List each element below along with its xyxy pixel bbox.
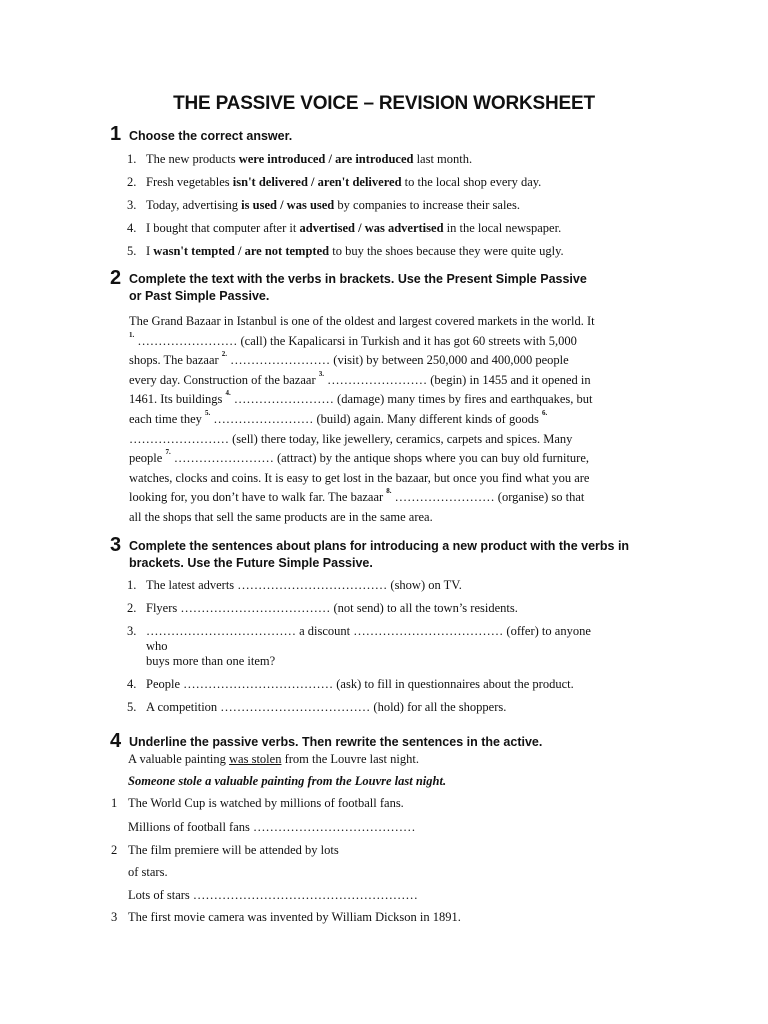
item-text: buys more than one item? — [146, 654, 276, 668]
worksheet-title: THE PASSIVE VOICE – REVISION WORKSHEET — [173, 93, 595, 114]
text-part: I bought that computer after it — [146, 221, 300, 235]
gap-number: 5. — [205, 408, 211, 417]
bazaar-text — [129, 312, 659, 528]
example-answer: Someone stole a valuable painting from the Louvre last night. — [128, 774, 447, 788]
item-number: 1. — [127, 578, 137, 592]
instruction-line: Complete the text with the verbs in brackets. Use the Present Simple Passive — [129, 272, 587, 286]
text-part: …………………… (begin) in 1455 and it opened in — [324, 372, 591, 387]
text-line — [129, 508, 659, 528]
section-4-instruction: Underline the passive verbs. Then rewrite the sentences in the active. — [129, 735, 543, 749]
instruction-line: brackets. Use the Future Simple Passive. — [129, 556, 373, 570]
text-line — [129, 410, 659, 430]
gap-number: 2. — [221, 350, 228, 359]
item-number: 4. — [127, 221, 137, 235]
text-line — [129, 488, 659, 508]
question-sentence-cont: of stars. — [128, 865, 168, 879]
item-number: 2. — [127, 175, 137, 189]
gap-number: 3. — [318, 369, 324, 378]
example-sentence — [128, 752, 419, 767]
answer-options: wasn't tempted / are not tempted — [153, 244, 330, 258]
text-line — [129, 312, 659, 332]
text-part: I — [146, 244, 154, 258]
text-part: Fresh vegetables — [146, 175, 233, 189]
instruction-line: Complete the sentences about plans for introducing a new product with the verbs in — [129, 539, 630, 553]
text-part: …………………… (build) again. Many different kinds of goods — [210, 411, 542, 426]
text-part: 1461. Its buildings — [129, 392, 226, 407]
item-text: ……………………………… a discount ……………………………… (offer) to anyone — [146, 624, 591, 638]
question-sentence: The World Cup is watched by millions of football fans. — [128, 796, 404, 810]
answer-options: is used / was used — [241, 198, 335, 212]
answer-line: Millions of football fans ………………………………… — [128, 820, 416, 834]
gap-number: 4. — [225, 389, 231, 398]
question-sentence: The first movie camera was invented by William Dickson in 1891. — [128, 910, 461, 924]
section-2-number: 2 — [110, 267, 122, 289]
text-part: …………………… (call) the Kapalicarsi in Turkish and it has got 60 streets with 5,000 — [134, 333, 577, 348]
text-line — [129, 332, 659, 352]
section-4-number: 4 — [110, 730, 122, 752]
item-text — [146, 221, 561, 236]
text-part: to buy the shoes because they were quite ugly. — [329, 244, 564, 258]
text-part: A valuable painting — [128, 752, 230, 766]
text-part: …………………… (attract) by the antique shops where you can buy old furniture, — [170, 451, 590, 466]
instruction-line: or Past Simple Passive. — [129, 289, 270, 303]
item-text: A competition ……………………………… (hold) for all the shoppers. — [146, 700, 507, 714]
item-text — [146, 244, 564, 259]
text-part: watches, clocks and coins. It is easy to get lost in the bazaar, but once you find what you are — [129, 470, 590, 485]
item-text — [146, 198, 520, 213]
item-number: 1. — [127, 152, 137, 166]
item-text: Flyers ……………………………… (not send) to all the town’s residents. — [146, 601, 518, 615]
underlined-verb: was stolen — [229, 752, 282, 766]
text-part: each time they — [129, 411, 206, 426]
text-part: …………………… (sell) there today, like jewellery, ceramics, carpets and spices. Many — [129, 431, 573, 446]
text-part: to the local shop every day. — [401, 175, 542, 189]
text-part: Today, advertising — [146, 198, 242, 212]
text-part: from the Louvre last night. — [281, 752, 419, 766]
item-number: 3. — [127, 198, 137, 212]
text-part: The Grand Bazaar in Istanbul is one of the oldest and largest covered markets in the world. It — [129, 314, 595, 328]
item-text: People ……………………………… (ask) to fill in questionnaires about the product. — [146, 677, 574, 691]
gap-number: 7. — [165, 448, 171, 457]
section-2-instruction — [129, 271, 587, 305]
gap-number: 1. — [129, 330, 135, 339]
answer-options: were introduced / are introduced — [238, 152, 414, 166]
item-text — [146, 152, 472, 167]
item-number: 4. — [127, 677, 137, 691]
text-part: shops. The bazaar — [129, 353, 222, 368]
text-part: all the shops that sell the same products are in the same area. — [129, 509, 433, 524]
text-part: in the local newspaper. — [443, 221, 562, 235]
text-part: last month. — [413, 152, 473, 166]
text-part: people — [129, 451, 166, 466]
section-1-instruction: Choose the correct answer. — [129, 129, 293, 143]
text-line — [129, 351, 659, 371]
text-line — [129, 469, 659, 489]
text-part: …………………… (organise) so that — [391, 490, 585, 505]
answer-options: isn't delivered / aren't delivered — [232, 175, 402, 189]
item-text: who — [146, 639, 168, 653]
section-1-number: 1 — [110, 123, 122, 145]
section-3-instruction — [129, 538, 629, 572]
text-line — [129, 371, 659, 391]
text-line — [129, 390, 659, 410]
answer-line: Lots of stars ……………………………………………… — [128, 888, 418, 902]
text-part: every day. Construction of the bazaar — [129, 372, 319, 387]
item-number: 3. — [127, 624, 137, 638]
question-number: 3 — [111, 910, 118, 924]
text-part: The new products — [146, 152, 239, 166]
text-part: …………………… (damage) many times by fires and earthquakes, but — [230, 392, 593, 407]
item-text — [146, 175, 541, 190]
text-line — [129, 430, 659, 450]
answer-options: advertised / was advertised — [299, 221, 444, 235]
item-number: 5. — [127, 244, 137, 258]
text-part: …………………… (visit) by between 250,000 and 400,000 people — [227, 353, 569, 368]
text-line — [129, 449, 659, 469]
question-sentence: The film premiere will be attended by lots — [128, 843, 339, 857]
text-part: looking for, you don’t have to walk far. The bazaar — [129, 490, 387, 505]
gap-number: 8. — [386, 487, 392, 496]
item-number: 2. — [127, 601, 137, 615]
question-number: 2 — [111, 843, 118, 857]
gap-number: 6. — [541, 408, 548, 417]
text-part: by companies to increase their sales. — [334, 198, 520, 212]
item-text: The latest adverts ……………………………… (show) on TV. — [146, 578, 462, 592]
question-number: 1 — [111, 796, 118, 810]
item-number: 5. — [127, 700, 137, 714]
section-3-number: 3 — [110, 534, 122, 556]
